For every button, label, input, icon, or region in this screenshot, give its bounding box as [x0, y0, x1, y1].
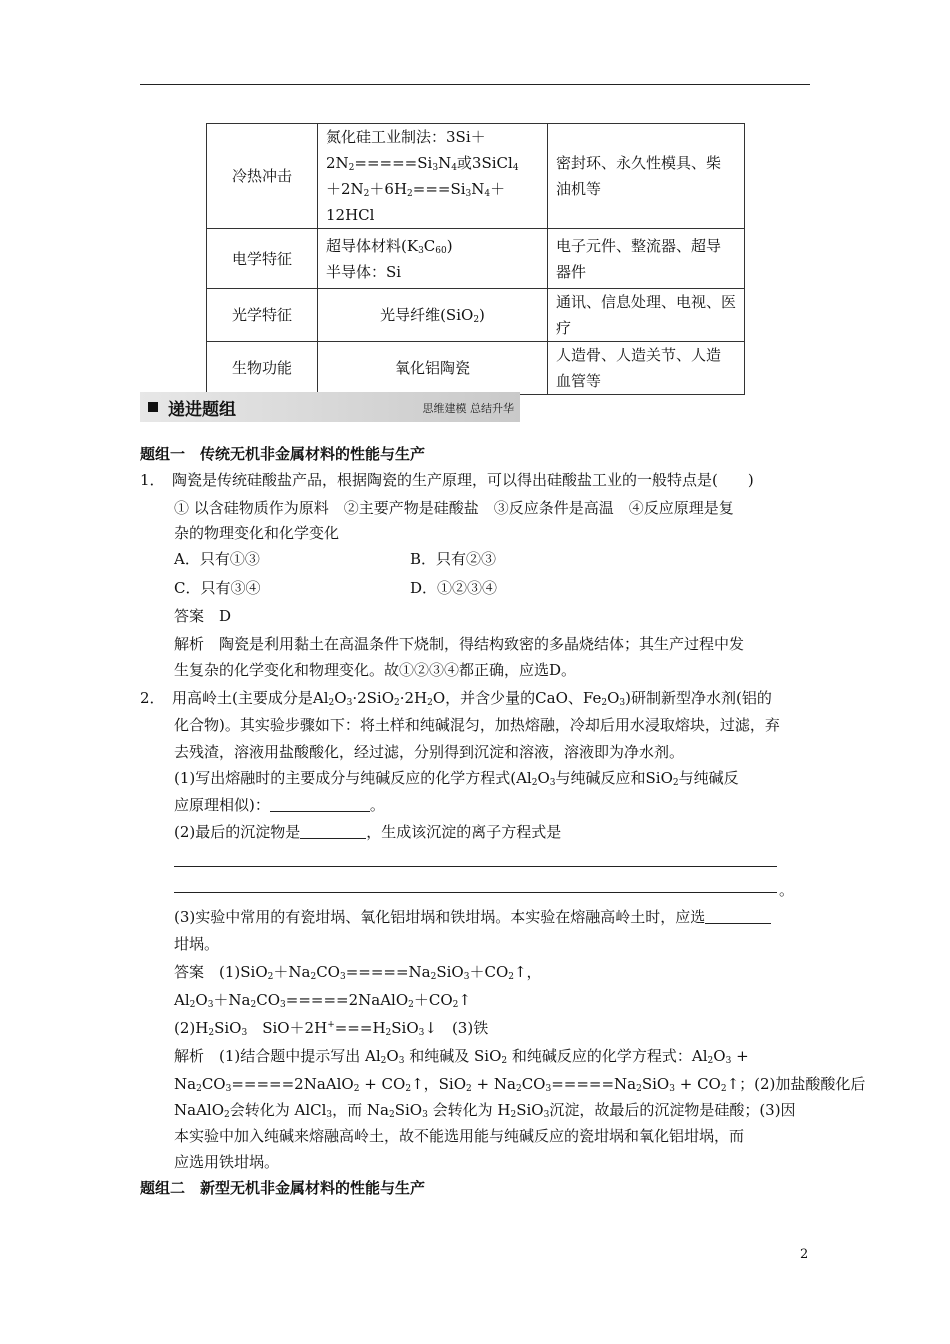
answer-blank[interactable]	[270, 797, 370, 812]
section-banner	[140, 392, 520, 422]
q2-analysis: 解析 (1)结合题中提示写出 $Al_2O_3$ 和纯碱及 SiO$_2$ 和纯碱反应的化学方程式：$Al_2O_3$ +	[174, 1047, 749, 1066]
q2-analysis-cont: 应选用铁坩埚。	[174, 1153, 280, 1171]
q2-stem-cont: 化合物)。其实验步骤如下：将土样和纯碱混匀，加热熔融，冷却后用水浸取熔块，过滤，弃	[174, 716, 780, 734]
q1-stem: 1． 陶瓷是传统硅酸盐产品，根据陶瓷的生产原理，可以得出硅酸盐工业的一般特点是( )	[140, 471, 754, 489]
q2-sub3-cont: 坩埚。	[174, 935, 220, 953]
q2-sub1: (1)写出熔融时的主要成分与纯碱反应的化学方程式($Al_2O_3$与纯碱反应和SiO$_2$与纯碱反	[174, 769, 739, 788]
answer-blank[interactable]	[705, 909, 771, 924]
q1-analysis-cont: 生复杂的化学变化和物理变化。故①②③④都正确，应选D。	[174, 661, 577, 679]
q1-statements: ① 以含硅物质作为原料 ②主要产物是硅酸盐 ③反应条件是高温 ④反应原理是复	[174, 499, 734, 517]
table-cell-label: 冷热冲击	[207, 124, 318, 229]
table-cell-label: 生物功能	[207, 342, 318, 395]
q2-answer-2: $(2)H_2SiO_3$ $SiO+2H^+===H_2SiO_3↓$ (3)铁	[174, 1019, 489, 1038]
header-rule	[140, 84, 810, 85]
q2-sub3: (3)实验中常用的有瓷坩埚、氧化铝坩埚和铁坩埚。本实验在熔融高岭土时，应选	[174, 907, 771, 927]
q2-answer-1b: $Al_2O_3+Na_2CO_3=====2NaAlO_2+CO_2↑$	[174, 991, 471, 1010]
table-cell-use: 通讯、信息处理、电视、医 疗	[548, 289, 745, 342]
answer-value: D	[219, 607, 232, 625]
q2-stem: 2． 用高岭土(主要成分是$Al_2O_3\cdot 2SiO_2\cdot 2H_2O$，并含少量的CaO、$Fe_2O_3$)研制新型净水剂(铝的	[140, 689, 772, 708]
section-tag: 思维建模 总结升华	[422, 402, 514, 415]
q1-option-a: A．只有①③	[174, 550, 260, 568]
q2-analysis-cont: 本实验中加入纯碱来熔融高岭土，故不能选用能与纯碱反应的瓷坩埚和氧化铝坩埚，而	[174, 1127, 745, 1145]
table-row	[207, 124, 745, 229]
table-cell-method: 氧化铝陶瓷	[318, 342, 548, 395]
q2-sub1-cont: 应原理相似)： 。	[174, 796, 385, 814]
table-cell-label: 电学特征	[207, 229, 318, 289]
table-cell-method: 光导纤维(SiO$_2$)	[318, 289, 548, 342]
square-bullet-icon	[148, 402, 158, 412]
table-row	[207, 342, 745, 395]
q2-analysis-cont: NaAlO$_2$会转化为 AlCl$_3$，而 $Na_2SiO_3$ 会转化为 $H_2SiO_3$沉淀，故最后的沉淀物是硅酸；(3)因	[174, 1101, 796, 1120]
table-cell-label: 光学特征	[207, 289, 318, 342]
q1-option-b: B．只有②③	[410, 550, 497, 568]
answer-blank[interactable]	[300, 824, 366, 839]
table-cell-use: 电子元件、整流器、超导 器件	[548, 229, 745, 289]
section-title: 递进题组	[168, 400, 236, 420]
q2-stem-cont: 去残渣，溶液用盐酸酸化，经过滤，分别得到沉淀和溶液，溶液即为净水剂。	[174, 743, 685, 761]
table-cell-use: 密封环、永久性模具、柴 油机等	[548, 124, 745, 229]
q2-answer-1a: 答案 $(1)SiO_2+Na_2CO_3=====Na_2SiO_3+CO_2↑$，	[174, 963, 542, 982]
q2-sub2: (2)最后的沉淀物是 ，生成该沉淀的离子方程式是	[174, 823, 562, 841]
answer-line[interactable]	[174, 866, 777, 867]
answer-line[interactable]	[174, 892, 777, 893]
table-cell-use: 人造骨、人造关节、人造 血管等	[548, 342, 745, 395]
period-mark: 。	[779, 881, 795, 899]
q1-answer	[174, 606, 231, 626]
group1-heading: 题组一 传统无机非金属材料的性能与生产	[140, 445, 426, 463]
group2-heading: 题组二 新型无机非金属材料的性能与生产	[140, 1179, 426, 1197]
q1-analysis: 解析 陶瓷是利用黏土在高温条件下烧制，得结构致密的多晶烧结体；其生产过程中发	[174, 635, 745, 653]
table-row	[207, 289, 745, 342]
page-number: 2	[800, 1247, 809, 1262]
table-cell-method: 氮化硅工业制法：3Si＋ $2N_2=====Si_3N_4$或3SiCl$_4$ $+2N_2+6H_2===Si_3N_4+12HCl$	[318, 124, 548, 229]
answer-label: 答案	[174, 607, 205, 625]
table-cell-method: 超导体材料$(K_3C_{60})$ 半导体：Si	[318, 229, 548, 289]
materials-table	[206, 123, 745, 395]
table-row	[207, 229, 745, 289]
q2-analysis-cont: $Na_2CO_3=====2NaAlO_2$ + $CO_2↑$，$SiO_2 + Na_2CO_3=====Na_2SiO_3$ + $CO_2↑$；(2)加盐酸酸化后	[174, 1075, 866, 1094]
q1-option-c: C．只有③④	[174, 579, 261, 597]
q1-statements-cont: 杂的物理变化和化学变化	[174, 524, 340, 542]
q1-option-d: D．①②③④	[410, 579, 498, 597]
